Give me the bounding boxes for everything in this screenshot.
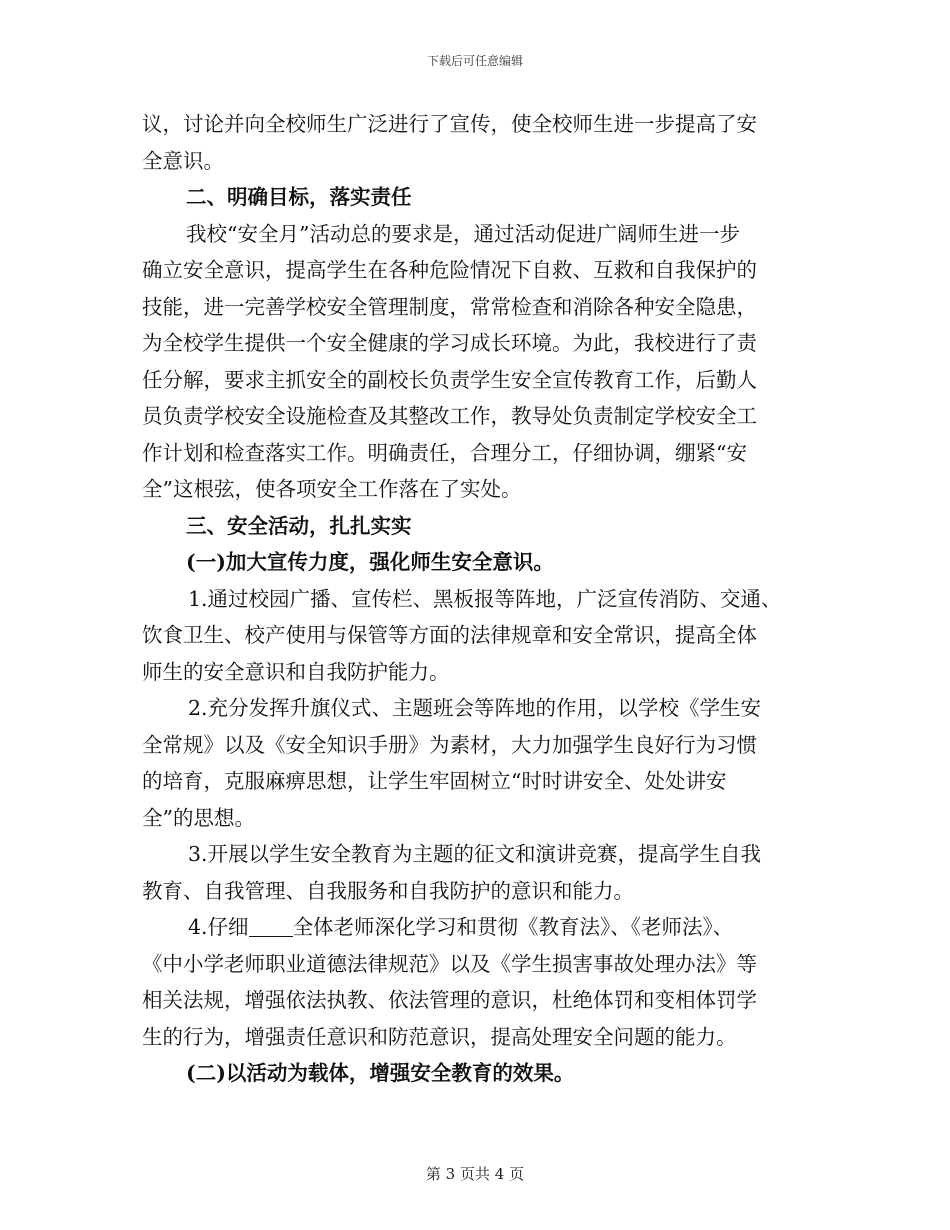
paragraph-line: 饮食卫生、校产使用与保管等方面的法律规章和安全常识，提高全体 xyxy=(142,623,757,647)
paragraph-line: 全常规》以及《安全知识手册》为素材，大力加强学生良好行为习惯 xyxy=(142,732,757,757)
paragraph-line: 全”的思想。 xyxy=(142,805,255,830)
line-rest: 全体老师深化学习和贯彻《教育法》、《老师法》、 xyxy=(292,915,734,939)
paragraph-line: 教育、自我管理、自我服务和自我防护的意识和能力。 xyxy=(142,878,634,903)
section-heading: 三、安全活动，扎扎实实 xyxy=(186,513,412,538)
paragraph-line: 相关法规，增强依法执教、依法管理的意识，杜绝体罚和变相体罚学 xyxy=(142,988,757,1012)
paragraph-line: 师生的安全意识和自我防护能力。 xyxy=(142,659,450,684)
paragraph-line: 3.开展以学生安全教育为主题的征文和演讲竞赛，提高学生自我 xyxy=(188,842,762,866)
paragraph-line: 技能，进一完善学校安全管理制度，常常检查和消除各种安全隐患， xyxy=(142,294,757,319)
page-header: 下载后可任意编辑 xyxy=(426,54,523,68)
paragraph-line xyxy=(142,909,822,946)
document-body xyxy=(142,106,822,1092)
paragraph-line: 全意识。 xyxy=(142,148,224,173)
paragraph-line: 员负责学校安全设施检查及其整改工作，教导处负责制定学校安全工 xyxy=(142,404,757,428)
blank-underline xyxy=(249,916,293,937)
paragraph-line: 1.通过校园广播、宣传栏、黑板报等阵地，广泛宣传消防、交通、 xyxy=(188,586,782,611)
paragraph-line: 作计划和检查落实工作。明确责任，合理分工，仔细协调，绷紧“安 xyxy=(142,440,747,465)
page-footer: 第 3 页共 4 页 xyxy=(425,1165,525,1183)
paragraph-line: 为全校学生提供一个安全健康的学习成长环境。为此，我校进行了责 xyxy=(142,331,757,355)
paragraph-line: 确立安全意识，提高学生在各种危险情况下自救、互救和自我保护的 xyxy=(142,258,757,282)
paragraph-line: 任分解，要求主抓安全的副校长负责学生安全宣传教育工作，后勤人 xyxy=(142,367,757,392)
paragraph-line: 《中小学老师职业道德法律规范》以及《学生损害事故处理办法》等 xyxy=(142,951,757,976)
subsection-heading: (一)加大宣传力度，强化师生安全意识。 xyxy=(186,550,554,574)
paragraph-line: 我校“安全月”活动总的要求是，通过活动促进广阔师生进一步 xyxy=(186,221,740,246)
subsection-heading: (二)以活动为载体，增强安全教育的效果。 xyxy=(186,1061,575,1085)
section-heading: 二、明确目标，落实责任 xyxy=(186,185,412,209)
paragraph-line: 议，讨论并向全校师生广泛进行了宣传，使全校师生进一步提高了安 xyxy=(142,112,757,136)
paragraph-line: 全”这根弦，使各项安全工作落在了实处。 xyxy=(142,477,522,501)
paragraph-line: 的培育，克服麻痹思想，让学生牢固树立“时时讲安全、处处讲安 xyxy=(142,769,727,793)
paragraph-line: 2.充分发挥升旗仪式、主题班会等阵地的作用，以学校《学生安 xyxy=(188,696,762,720)
line-start: 4.仔细 xyxy=(188,915,249,939)
paragraph-line: 生的行为，增强责任意识和防范意识，提高处理安全问题的能力。 xyxy=(142,1024,737,1049)
